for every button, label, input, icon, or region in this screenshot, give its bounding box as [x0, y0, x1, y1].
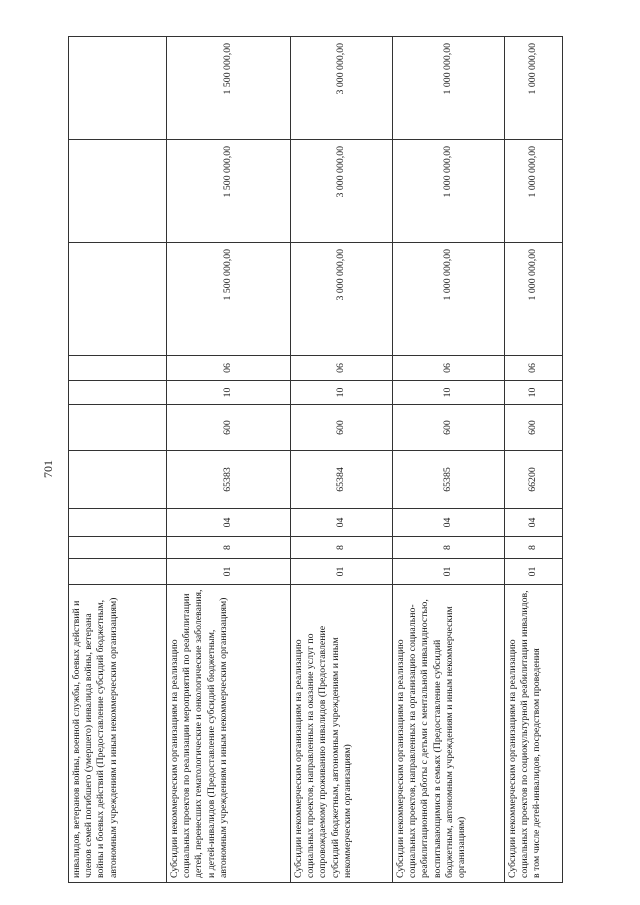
- direction-code: [69, 451, 167, 509]
- subsection-code: 06: [505, 356, 563, 381]
- row-name: Субсидии некоммерческим организациям на реализацию социальных проектов, направленных на организацию социально-реабилитационной работы с детьми с ментальной инвалидностью, воспитывающимися в семьях (Предоставление субсидий бюджетным, автономным учреждениям и иным некоммерческим организациям): [393, 585, 505, 883]
- event-code: 04: [291, 509, 393, 537]
- subprogram-code: [69, 537, 167, 559]
- subprogram-code: 8: [505, 537, 563, 559]
- amount-year-3: 1 500 000,00: [167, 37, 291, 140]
- amount-year-2: 1 000 000,00: [393, 140, 505, 243]
- section-code: 10: [393, 381, 505, 405]
- section-code: 10: [291, 381, 393, 405]
- amount-year-2: 3 000 000,00: [291, 140, 393, 243]
- subprogram-code: 8: [393, 537, 505, 559]
- table-row: [393, 37, 505, 883]
- amount-year-1: 1 000 000,00: [393, 243, 505, 356]
- amount-year-3: 3 000 000,00: [291, 37, 393, 140]
- amount-year-3: [69, 37, 167, 140]
- program-code: 01: [505, 559, 563, 585]
- event-code: [69, 509, 167, 537]
- program-code: 01: [291, 559, 393, 585]
- expense-type: [69, 405, 167, 451]
- amount-year-2: [69, 140, 167, 243]
- subsection-code: [69, 356, 167, 381]
- program-code: [69, 559, 167, 585]
- expense-type: 600: [291, 405, 393, 451]
- section-code: 10: [505, 381, 563, 405]
- subprogram-code: 8: [291, 537, 393, 559]
- direction-code: 66200: [505, 451, 563, 509]
- amount-year-1: 3 000 000,00: [291, 243, 393, 356]
- row-name: Субсидии некоммерческим организациям на реализацию социальных проектов, направленных на оказание услуг по сопровождаемому проживанию инвалидов (Предоставление субсидий бюджетным, автономным учреждениям и иным некоммерческим организациям): [291, 585, 393, 883]
- subprogram-code: 8: [167, 537, 291, 559]
- amount-year-1: [69, 243, 167, 356]
- page-number: 701: [41, 460, 55, 478]
- table-row: [291, 37, 393, 883]
- section-code: [69, 381, 167, 405]
- amount-year-3: 1 000 000,00: [505, 37, 563, 140]
- event-code: 04: [393, 509, 505, 537]
- row-name: Субсидии некоммерческим организациям на реализацию социальных проектов по социокультурной реабилитации инвалидов, в том числе детей-инвалидов, посредством проведения: [505, 585, 563, 883]
- row-name: Субсидии некоммерческим организациям на реализацию социальных проектов по реализации мероприятий по реабилитации детей, перенесших гематологические и онкологические заболевания, и детей-инвалидов (Предоставление субсидий бюджетным, автономным учреждениям и иным некоммерческим организациям): [167, 585, 291, 883]
- direction-code: 65384: [291, 451, 393, 509]
- direction-code: 65385: [393, 451, 505, 509]
- subsection-code: 06: [167, 356, 291, 381]
- expense-type: 600: [505, 405, 563, 451]
- event-code: 04: [505, 509, 563, 537]
- program-code: 01: [167, 559, 291, 585]
- rotated-page: [68, 37, 562, 883]
- amount-year-2: 1 500 000,00: [167, 140, 291, 243]
- expense-type: 600: [167, 405, 291, 451]
- table-row: [505, 37, 563, 883]
- program-code: 01: [393, 559, 505, 585]
- amount-year-2: 1 000 000,00: [505, 140, 563, 243]
- amount-year-3: 1 000 000,00: [393, 37, 505, 140]
- event-code: 04: [167, 509, 291, 537]
- budget-table: [68, 36, 563, 883]
- expense-type: 600: [393, 405, 505, 451]
- subsection-code: 06: [291, 356, 393, 381]
- direction-code: 65383: [167, 451, 291, 509]
- row-name: инвалидов, ветеранов войны, военной службы, боевых действий и членов семей погибшего (умершего) инвалида войны, ветерана войны и боевых действий (Предоставление субсидий бюджетным, автономным учреждениям и иным некоммерческим организациям): [69, 585, 167, 883]
- table-row: [167, 37, 291, 883]
- amount-year-1: 1 000 000,00: [505, 243, 563, 356]
- section-code: 10: [167, 381, 291, 405]
- subsection-code: 06: [393, 356, 505, 381]
- amount-year-1: 1 500 000,00: [167, 243, 291, 356]
- table-row: [69, 37, 167, 883]
